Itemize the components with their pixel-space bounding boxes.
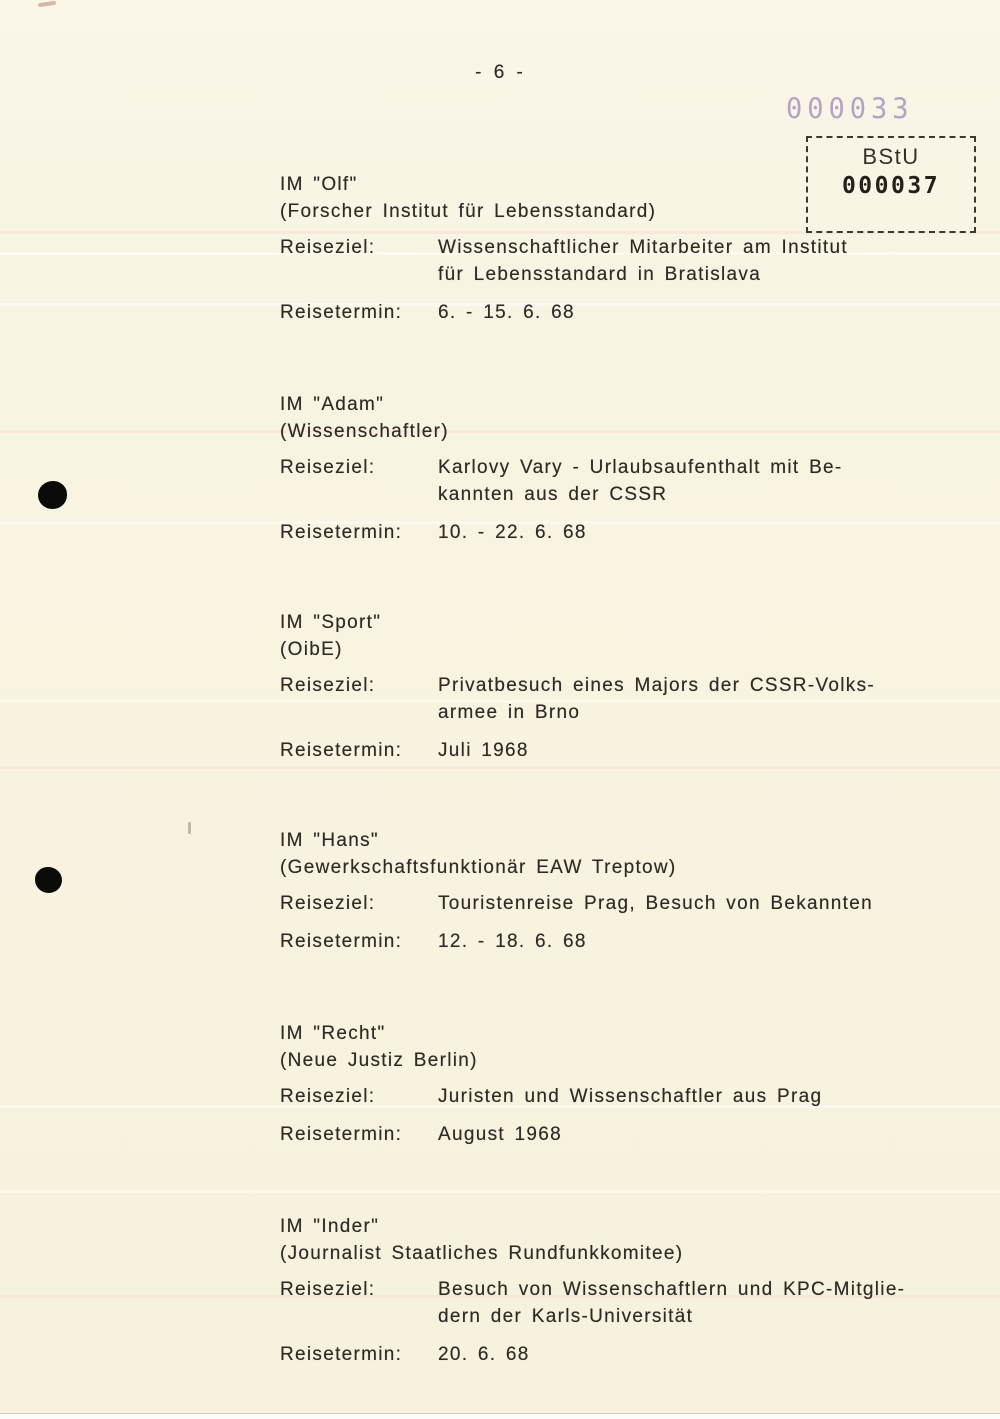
im-entry [280,1020,960,1148]
reiseziel-line: Juristen und Wissenschaftler aus Prag [438,1086,823,1107]
reisetermin-value: 20. 6. 68 [438,1344,530,1365]
hole-punch-mark-top [38,481,67,509]
im-codename: IM "Adam" [280,394,385,415]
reisetermin-label: Reisetermin: [280,740,403,761]
reisetermin-label: Reisetermin: [280,931,403,952]
im-entry [280,171,960,326]
reisetermin-label: Reisetermin: [280,1344,403,1365]
reiseziel-line: dern der Karls-Universität [438,1306,694,1327]
reiseziel-line: für Lebensstandard in Bratislava [438,264,762,285]
page-bottom-edge [0,1414,1000,1419]
reisetermin-value: 12. - 18. 6. 68 [438,931,587,952]
reisetermin-label: Reisetermin: [280,1124,403,1145]
im-codename: IM "Hans" [280,830,379,851]
im-codename: IM "Olf" [280,174,358,195]
reiseziel-label: Reiseziel: [280,675,376,696]
reisetermin-label: Reisetermin: [280,522,403,543]
page-number: - 6 - [475,62,525,83]
im-descriptor: (Wissenschaftler) [280,421,449,442]
reiseziel-value [438,890,873,917]
reiseziel-label: Reiseziel: [280,893,376,914]
reiseziel-label: Reiseziel: [280,237,376,258]
reiseziel-line: Privatbesuch eines Majors der CSSR-Volks- [438,675,875,696]
reiseziel-line: Besuch von Wissenschaftlern und KPC-Mitglie- [438,1279,906,1300]
scan-streak [0,766,1000,769]
hole-punch-mark-bottom [35,867,62,893]
im-descriptor: (Gewerkschaftsfunktionär EAW Treptow) [280,857,677,878]
reiseziel-label: Reiseziel: [280,1086,376,1107]
reiseziel-value [438,672,875,726]
reiseziel-label: Reiseziel: [280,457,376,478]
im-descriptor: (Neue Justiz Berlin) [280,1050,478,1071]
reisetermin-value: Juli 1968 [438,740,529,761]
reisetermin-value: 6. - 15. 6. 68 [438,302,575,323]
im-codename: IM "Sport" [280,612,382,633]
reisetermin-value: 10. - 22. 6. 68 [438,522,587,543]
reiseziel-line: kannten aus der CSSR [438,484,668,505]
bstu-stamp-number: 000037 [841,173,941,199]
im-descriptor: (Journalist Staatliches Rundfunkkomitee) [280,1243,684,1264]
im-entry [280,1213,960,1368]
im-codename: IM "Inder" [280,1216,380,1237]
ink-smudge [188,822,191,834]
scan-streak [0,1190,1000,1193]
bstu-stamp-label: BStU [862,144,920,169]
reiseziel-line: Wissenschaftlicher Mitarbeiter am Institut [438,237,848,258]
im-descriptor: (Forscher Institut für Lebensstandard) [280,201,657,222]
im-codename: IM "Recht" [280,1023,386,1044]
reiseziel-value [438,1083,822,1110]
ink-mark [38,1,56,7]
reisetermin-label: Reisetermin: [280,302,403,323]
reiseziel-line: armee in Brno [438,702,581,723]
im-entry [280,391,960,546]
reiseziel-value [438,1276,905,1330]
reiseziel-label: Reiseziel: [280,1279,376,1300]
reiseziel-line: Karlovy Vary - Urlaubsaufenthalt mit Be- [438,457,843,478]
im-descriptor: (OibE) [280,639,343,660]
serial-number-stamp: 000033 [786,93,914,126]
im-entry [280,827,960,955]
reiseziel-value [438,234,848,288]
reiseziel-value [438,454,843,508]
reisetermin-value: August 1968 [438,1124,562,1145]
im-entry [280,609,960,764]
reiseziel-line: Touristenreise Prag, Besuch von Bekannten [438,893,873,914]
